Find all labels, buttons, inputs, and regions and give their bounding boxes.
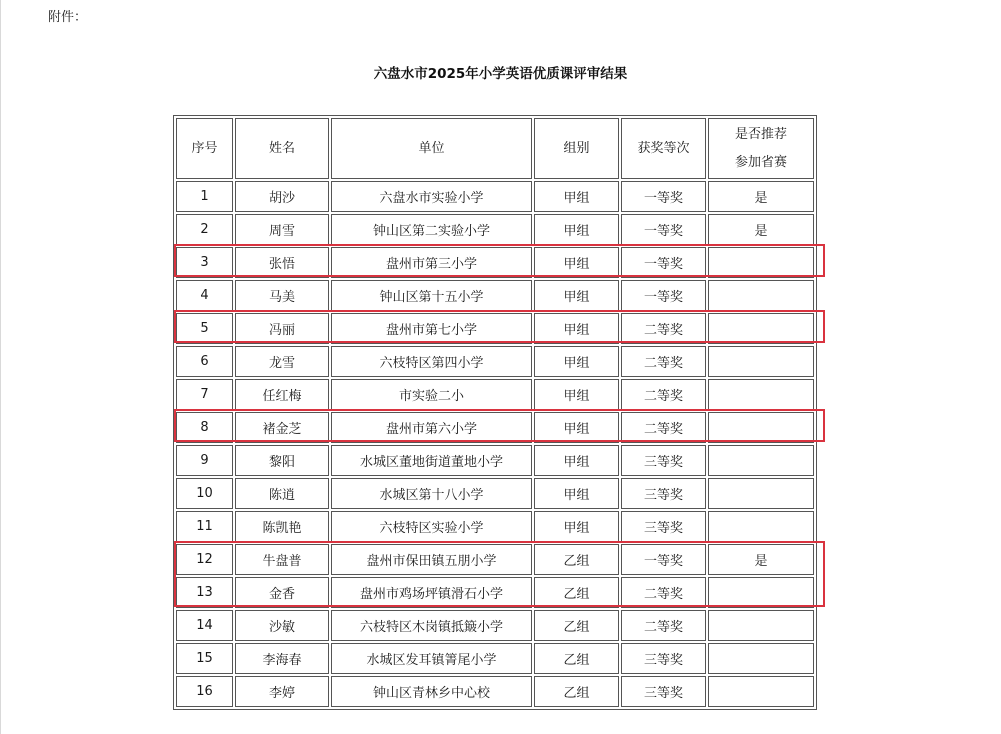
- table-row: [176, 577, 814, 608]
- cell-name: 李海春: [235, 643, 329, 674]
- table-row: [176, 214, 814, 245]
- cell-award: 三等奖: [621, 643, 706, 674]
- cell-no: 14: [176, 610, 233, 641]
- cell-name: 黎阳: [235, 445, 329, 476]
- cell-recommend: [708, 247, 814, 278]
- cell-name: 沙敏: [235, 610, 329, 641]
- table-row: [176, 511, 814, 542]
- cell-unit: 盘州市第三小学: [331, 247, 532, 278]
- cell-group: 乙组: [534, 610, 619, 641]
- cell-award: 二等奖: [621, 379, 706, 410]
- header-recommend-line2: 参加省赛: [734, 154, 787, 170]
- cell-unit: 钟山区第二实验小学: [331, 214, 532, 245]
- cell-recommend: 是: [708, 544, 814, 575]
- cell-recommend: [708, 445, 814, 476]
- cell-name: 陈凯艳: [235, 511, 329, 542]
- table-body: [176, 181, 814, 707]
- cell-award: 二等奖: [621, 313, 706, 344]
- cell-no: 4: [176, 280, 233, 311]
- cell-recommend: [708, 379, 814, 410]
- cell-award: 二等奖: [621, 610, 706, 641]
- cell-unit: 水城区发耳镇箐尾小学: [331, 643, 532, 674]
- cell-award: 二等奖: [621, 577, 706, 608]
- cell-group: 甲组: [534, 280, 619, 311]
- document-title: 六盘水市2025年小学英语优质课评审结果: [373, 66, 628, 82]
- cell-group: 甲组: [534, 379, 619, 410]
- cell-name: 周雪: [235, 214, 329, 245]
- table-row: [176, 379, 814, 410]
- table-row: [176, 346, 814, 377]
- attachment-label: 附件：: [48, 10, 88, 25]
- cell-award: 一等奖: [621, 544, 706, 575]
- cell-no: 8: [176, 412, 233, 443]
- cell-award: 三等奖: [621, 445, 706, 476]
- table-row: [176, 445, 814, 476]
- cell-recommend: [708, 346, 814, 377]
- table-row: [176, 412, 814, 443]
- cell-name: 金香: [235, 577, 329, 608]
- table-row: [176, 544, 814, 575]
- cell-award: 一等奖: [621, 181, 706, 212]
- cell-award: 三等奖: [621, 478, 706, 509]
- cell-no: 15: [176, 643, 233, 674]
- cell-no: 10: [176, 478, 233, 509]
- cell-recommend: [708, 511, 814, 542]
- cell-no: 16: [176, 676, 233, 707]
- cell-group: 甲组: [534, 478, 619, 509]
- cell-award: 三等奖: [621, 676, 706, 707]
- cell-no: 11: [176, 511, 233, 542]
- cell-name: 李婷: [235, 676, 329, 707]
- cell-unit: 市实验二小: [331, 379, 532, 410]
- table-row: [176, 643, 814, 674]
- header-name: 姓名: [235, 118, 329, 179]
- cell-name: 胡沙: [235, 181, 329, 212]
- cell-award: 二等奖: [621, 412, 706, 443]
- cell-no: 5: [176, 313, 233, 344]
- table-row: [176, 181, 814, 212]
- cell-no: 9: [176, 445, 233, 476]
- table-header-row: [176, 118, 814, 179]
- header-recommend: [708, 118, 814, 179]
- cell-no: 6: [176, 346, 233, 377]
- cell-recommend: [708, 313, 814, 344]
- table-row: [176, 280, 814, 311]
- cell-group: 甲组: [534, 412, 619, 443]
- cell-unit: 盘州市鸡场坪镇滑石小学: [331, 577, 532, 608]
- cell-group: 乙组: [534, 544, 619, 575]
- cell-recommend: [708, 412, 814, 443]
- cell-name: 牛盘普: [235, 544, 329, 575]
- header-unit: 单位: [331, 118, 532, 179]
- cell-name: 冯丽: [235, 313, 329, 344]
- cell-recommend: [708, 478, 814, 509]
- cell-name: 龙雪: [235, 346, 329, 377]
- cell-unit: 盘州市第六小学: [331, 412, 532, 443]
- cell-no: 2: [176, 214, 233, 245]
- cell-award: 一等奖: [621, 214, 706, 245]
- cell-name: 陈逍: [235, 478, 329, 509]
- cell-recommend: 是: [708, 214, 814, 245]
- cell-name: 马美: [235, 280, 329, 311]
- cell-unit: 钟山区青林乡中心校: [331, 676, 532, 707]
- table-row: [176, 247, 814, 278]
- header-no: 序号: [176, 118, 233, 179]
- results-table: [173, 115, 817, 710]
- cell-award: 一等奖: [621, 247, 706, 278]
- table-row: [176, 478, 814, 509]
- header-award: 获奖等次: [621, 118, 706, 179]
- cell-unit: 水城区董地街道董地小学: [331, 445, 532, 476]
- cell-unit: 六枝特区木岗镇抵簸小学: [331, 610, 532, 641]
- cell-group: 乙组: [534, 676, 619, 707]
- cell-unit: 盘州市保田镇五朋小学: [331, 544, 532, 575]
- cell-group: 甲组: [534, 445, 619, 476]
- cell-recommend: 是: [708, 181, 814, 212]
- cell-group: 乙组: [534, 643, 619, 674]
- table-row: [176, 610, 814, 641]
- cell-unit: 六枝特区实验小学: [331, 511, 532, 542]
- cell-recommend: [708, 280, 814, 311]
- cell-name: 任红梅: [235, 379, 329, 410]
- cell-no: 13: [176, 577, 233, 608]
- header-recommend-line1: 是否推荐: [734, 126, 787, 142]
- cell-group: 乙组: [534, 577, 619, 608]
- page-edge: [0, 0, 1, 734]
- table-row: [176, 676, 814, 707]
- cell-recommend: [708, 610, 814, 641]
- cell-unit: 盘州市第七小学: [331, 313, 532, 344]
- cell-award: 一等奖: [621, 280, 706, 311]
- cell-unit: 六枝特区第四小学: [331, 346, 532, 377]
- cell-unit: 六盘水市实验小学: [331, 181, 532, 212]
- cell-recommend: [708, 577, 814, 608]
- cell-group: 甲组: [534, 247, 619, 278]
- cell-name: 张悟: [235, 247, 329, 278]
- cell-award: 二等奖: [621, 346, 706, 377]
- cell-unit: 水城区第十八小学: [331, 478, 532, 509]
- cell-group: 甲组: [534, 181, 619, 212]
- table-row: [176, 313, 814, 344]
- header-group: 组别: [534, 118, 619, 179]
- cell-group: 甲组: [534, 313, 619, 344]
- cell-unit: 钟山区第十五小学: [331, 280, 532, 311]
- cell-no: 1: [176, 181, 233, 212]
- cell-group: 甲组: [534, 214, 619, 245]
- cell-group: 甲组: [534, 511, 619, 542]
- cell-recommend: [708, 676, 814, 707]
- cell-recommend: [708, 643, 814, 674]
- cell-no: 3: [176, 247, 233, 278]
- cell-no: 7: [176, 379, 233, 410]
- cell-no: 12: [176, 544, 233, 575]
- cell-group: 甲组: [534, 346, 619, 377]
- cell-award: 三等奖: [621, 511, 706, 542]
- cell-name: 褚金芝: [235, 412, 329, 443]
